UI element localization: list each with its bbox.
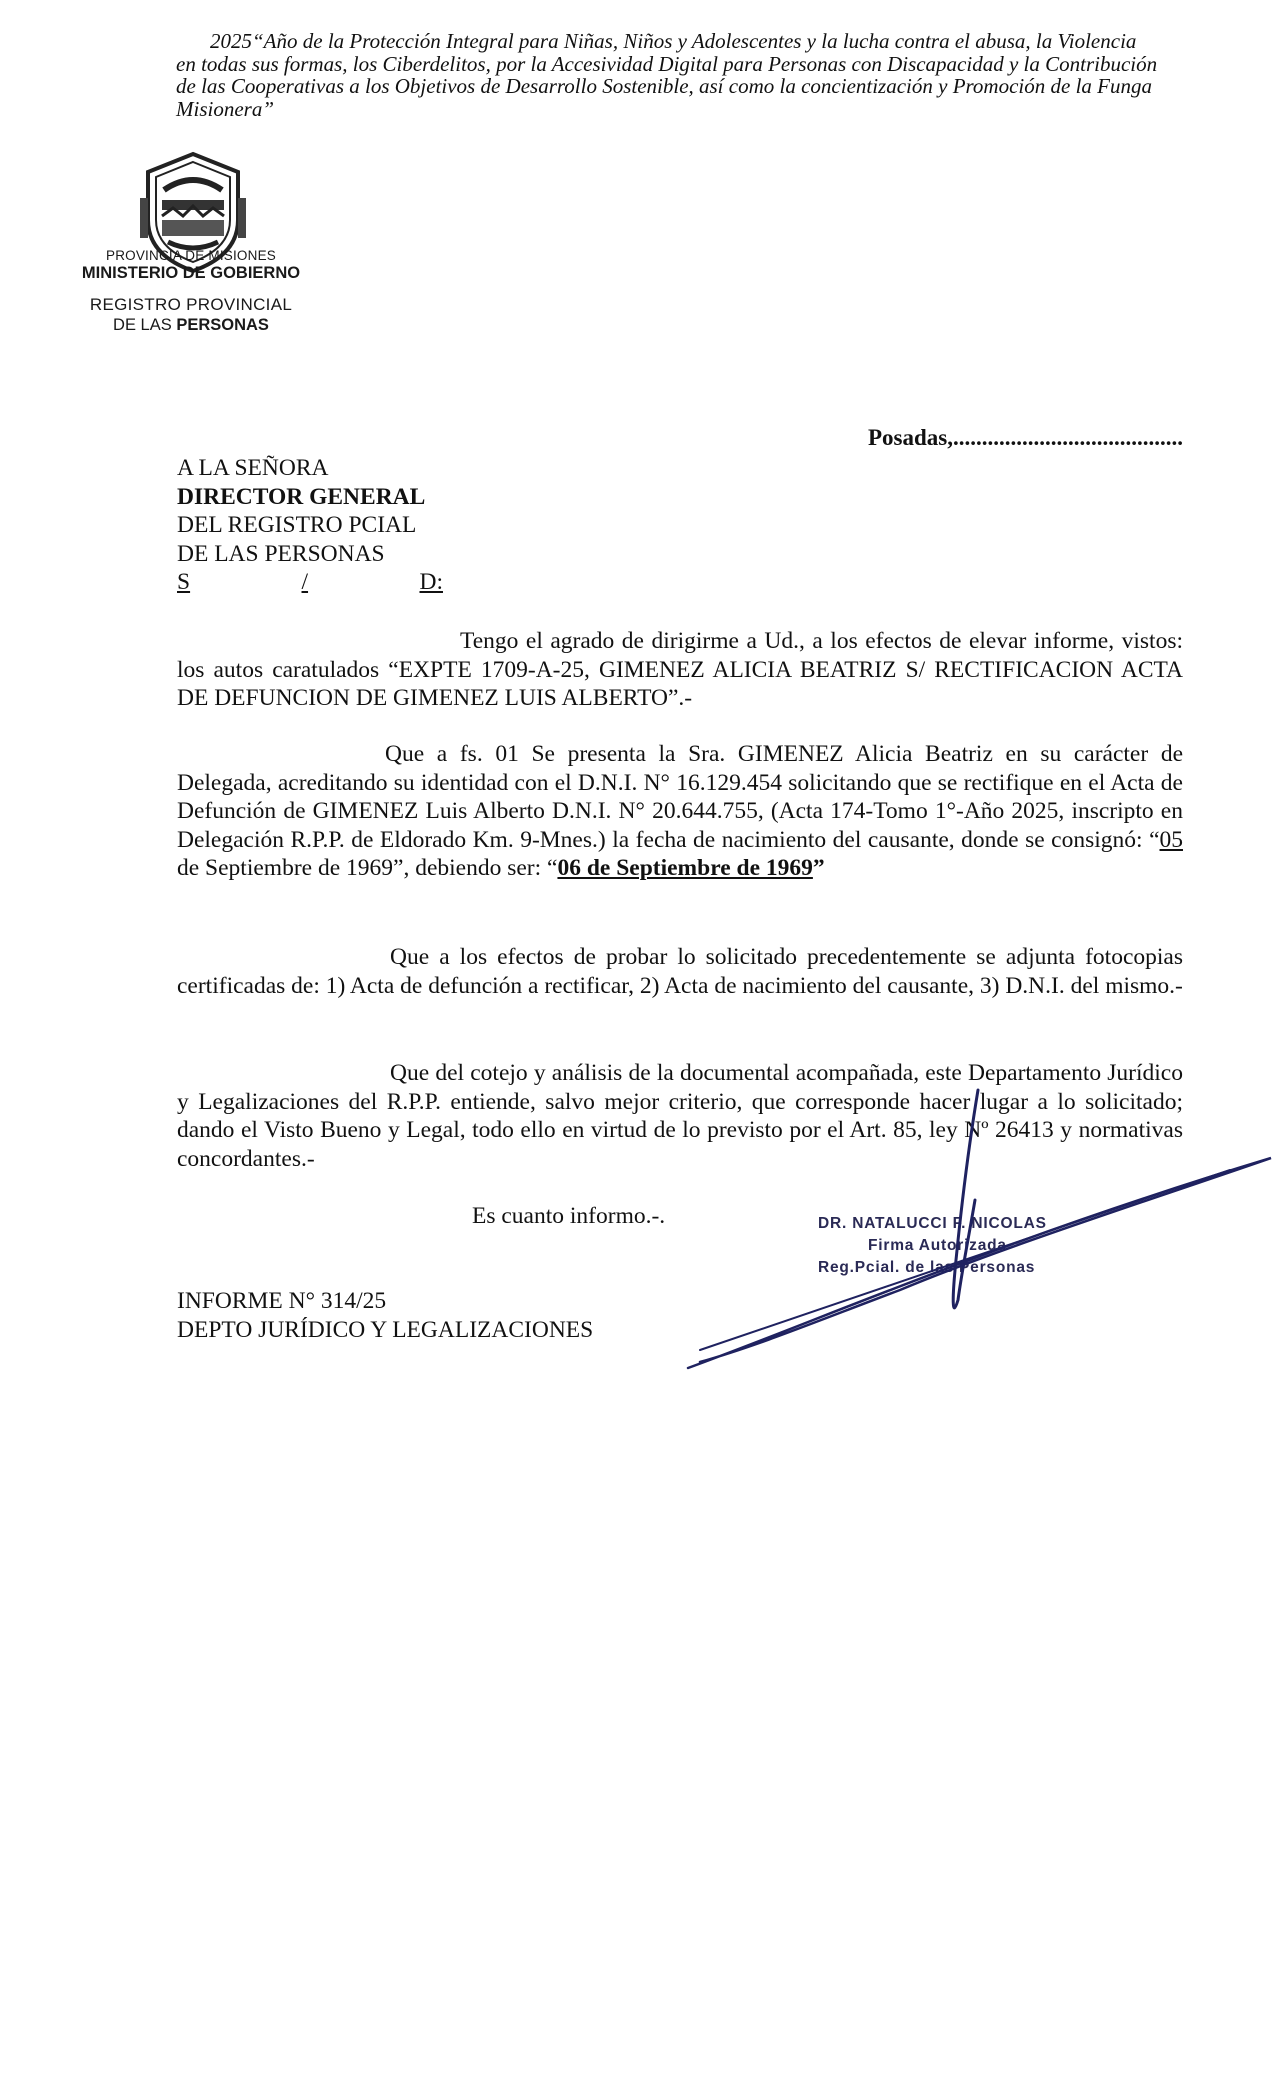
report-footer [177,1287,593,1345]
request-text: Que a fs. 01 Se presenta la Sra. GIMENEZ Alicia Beatriz en su carácter de Delegada, acreditando su identidad con el D.N.I. N° 16.129.454 solicitando que se rectifique en el Acta de Defunción de GIMENEZ Luis Alberto D.N.I. N° 20.644.755, (Acta 174-Tomo 1°-Año 2025, inscripto en Delegación R.P.P. de Eldorado Km. 9-Mnes.) la fecha de nacimiento del causante, donde se consignó: “ [177,741,1183,853]
sd-slash: / [301,569,309,595]
sd-d: D: [419,569,443,595]
stamp-role: Firma Autorizada [868,1237,1007,1254]
paragraph-opinion: Que del cotejo y análisis de la documental acompañada, este Departamento Jurídico y Legalizaciones del R.P.P. entiende, salvo mejor criterio, que corresponde hacer lugar a lo solicitado; dando el Visto Bueno y Legal, todo ello en virtud de lo previsto por el Art. 85, ley Nº 26413 y normativas concordantes.- [177,1060,1183,1172]
report-number: INFORME N° 314/25 [177,1288,387,1314]
motto-line: 2025“Año de la Protección Integral para Niñas, Niños y Adolescentes y la lucha contra el abusa, la Violencia [210,29,1137,53]
org-ministry: MINISTERIO DE GOBIERNO [81,264,301,282]
org-registry: REGISTRO PROVINCIAL [89,295,293,314]
org-province: PROVINCIA DE MISIONES [106,248,276,263]
paragraph-intro: Tengo el agrado de dirigirme a Ud., a los efectos de elevar informe, vistos: los autos caratulados “EXPTE 1709-A-25, GIMENEZ ALICIA BEATRIZ S/ RECTIFICACION ACTA DE DEFUNCION DE GIMENEZ LUIS ALBERTO”.- [177,628,1183,711]
closing-line: Es cuanto informo.-. [472,1203,666,1229]
org-de-las: DE LAS [113,316,177,334]
motto-line: Misionera” [176,96,275,121]
motto-line: en todas sus formas, los Ciberdelitos, por la Accesividad Digital para Personas con Discapacidad y la Contribución [176,51,1158,76]
motto-line: de las Cooperativas a los Objetivos de Desarrollo Sostenible, así como la concientización y Promoción de la Funga [176,74,1152,98]
sd-line [177,568,443,597]
signature-stamp [818,1213,1118,1279]
addressee-title: DIRECTOR GENERAL [177,483,426,510]
stamp-office: Reg.Pcial. de las Personas [818,1259,1036,1276]
addressee-line: A LA SEÑORA [177,455,329,481]
closing-quote: ” [812,855,825,881]
org-registry-line2 [60,316,322,335]
department-name: DEPTO JURÍDICO Y LEGALIZACIONES [177,1317,594,1343]
paragraph-request [177,740,1183,883]
addressee-line: DEL REGISTRO PCIAL [177,512,417,538]
wrong-day: 05 [1159,826,1183,853]
organization-block [60,248,322,335]
paragraph-evidence: Que a los efectos de probar lo solicitado precedentemente se adjunta fotocopias certificadas de: 1) Acta de defunción a rectificar, 2) Acta de nacimiento del causante, 3) D.N.I. del mismo.- [177,944,1183,999]
place-date: Posadas,........................................ [868,425,1183,450]
addressee-block [177,454,447,597]
request-text-2: de Septiembre de 1969”, debiendo ser: “ [177,855,558,881]
stamp-name: DR. NATALUCCI F. NICOLAS [818,1215,1047,1232]
addressee-line: DE LAS PERSONAS [177,540,385,567]
sd-s: S [177,569,191,595]
org-personas: PERSONAS [176,316,269,334]
correct-date: 06 de Septiembre de 1969 [557,855,813,881]
header-motto [176,30,1176,120]
